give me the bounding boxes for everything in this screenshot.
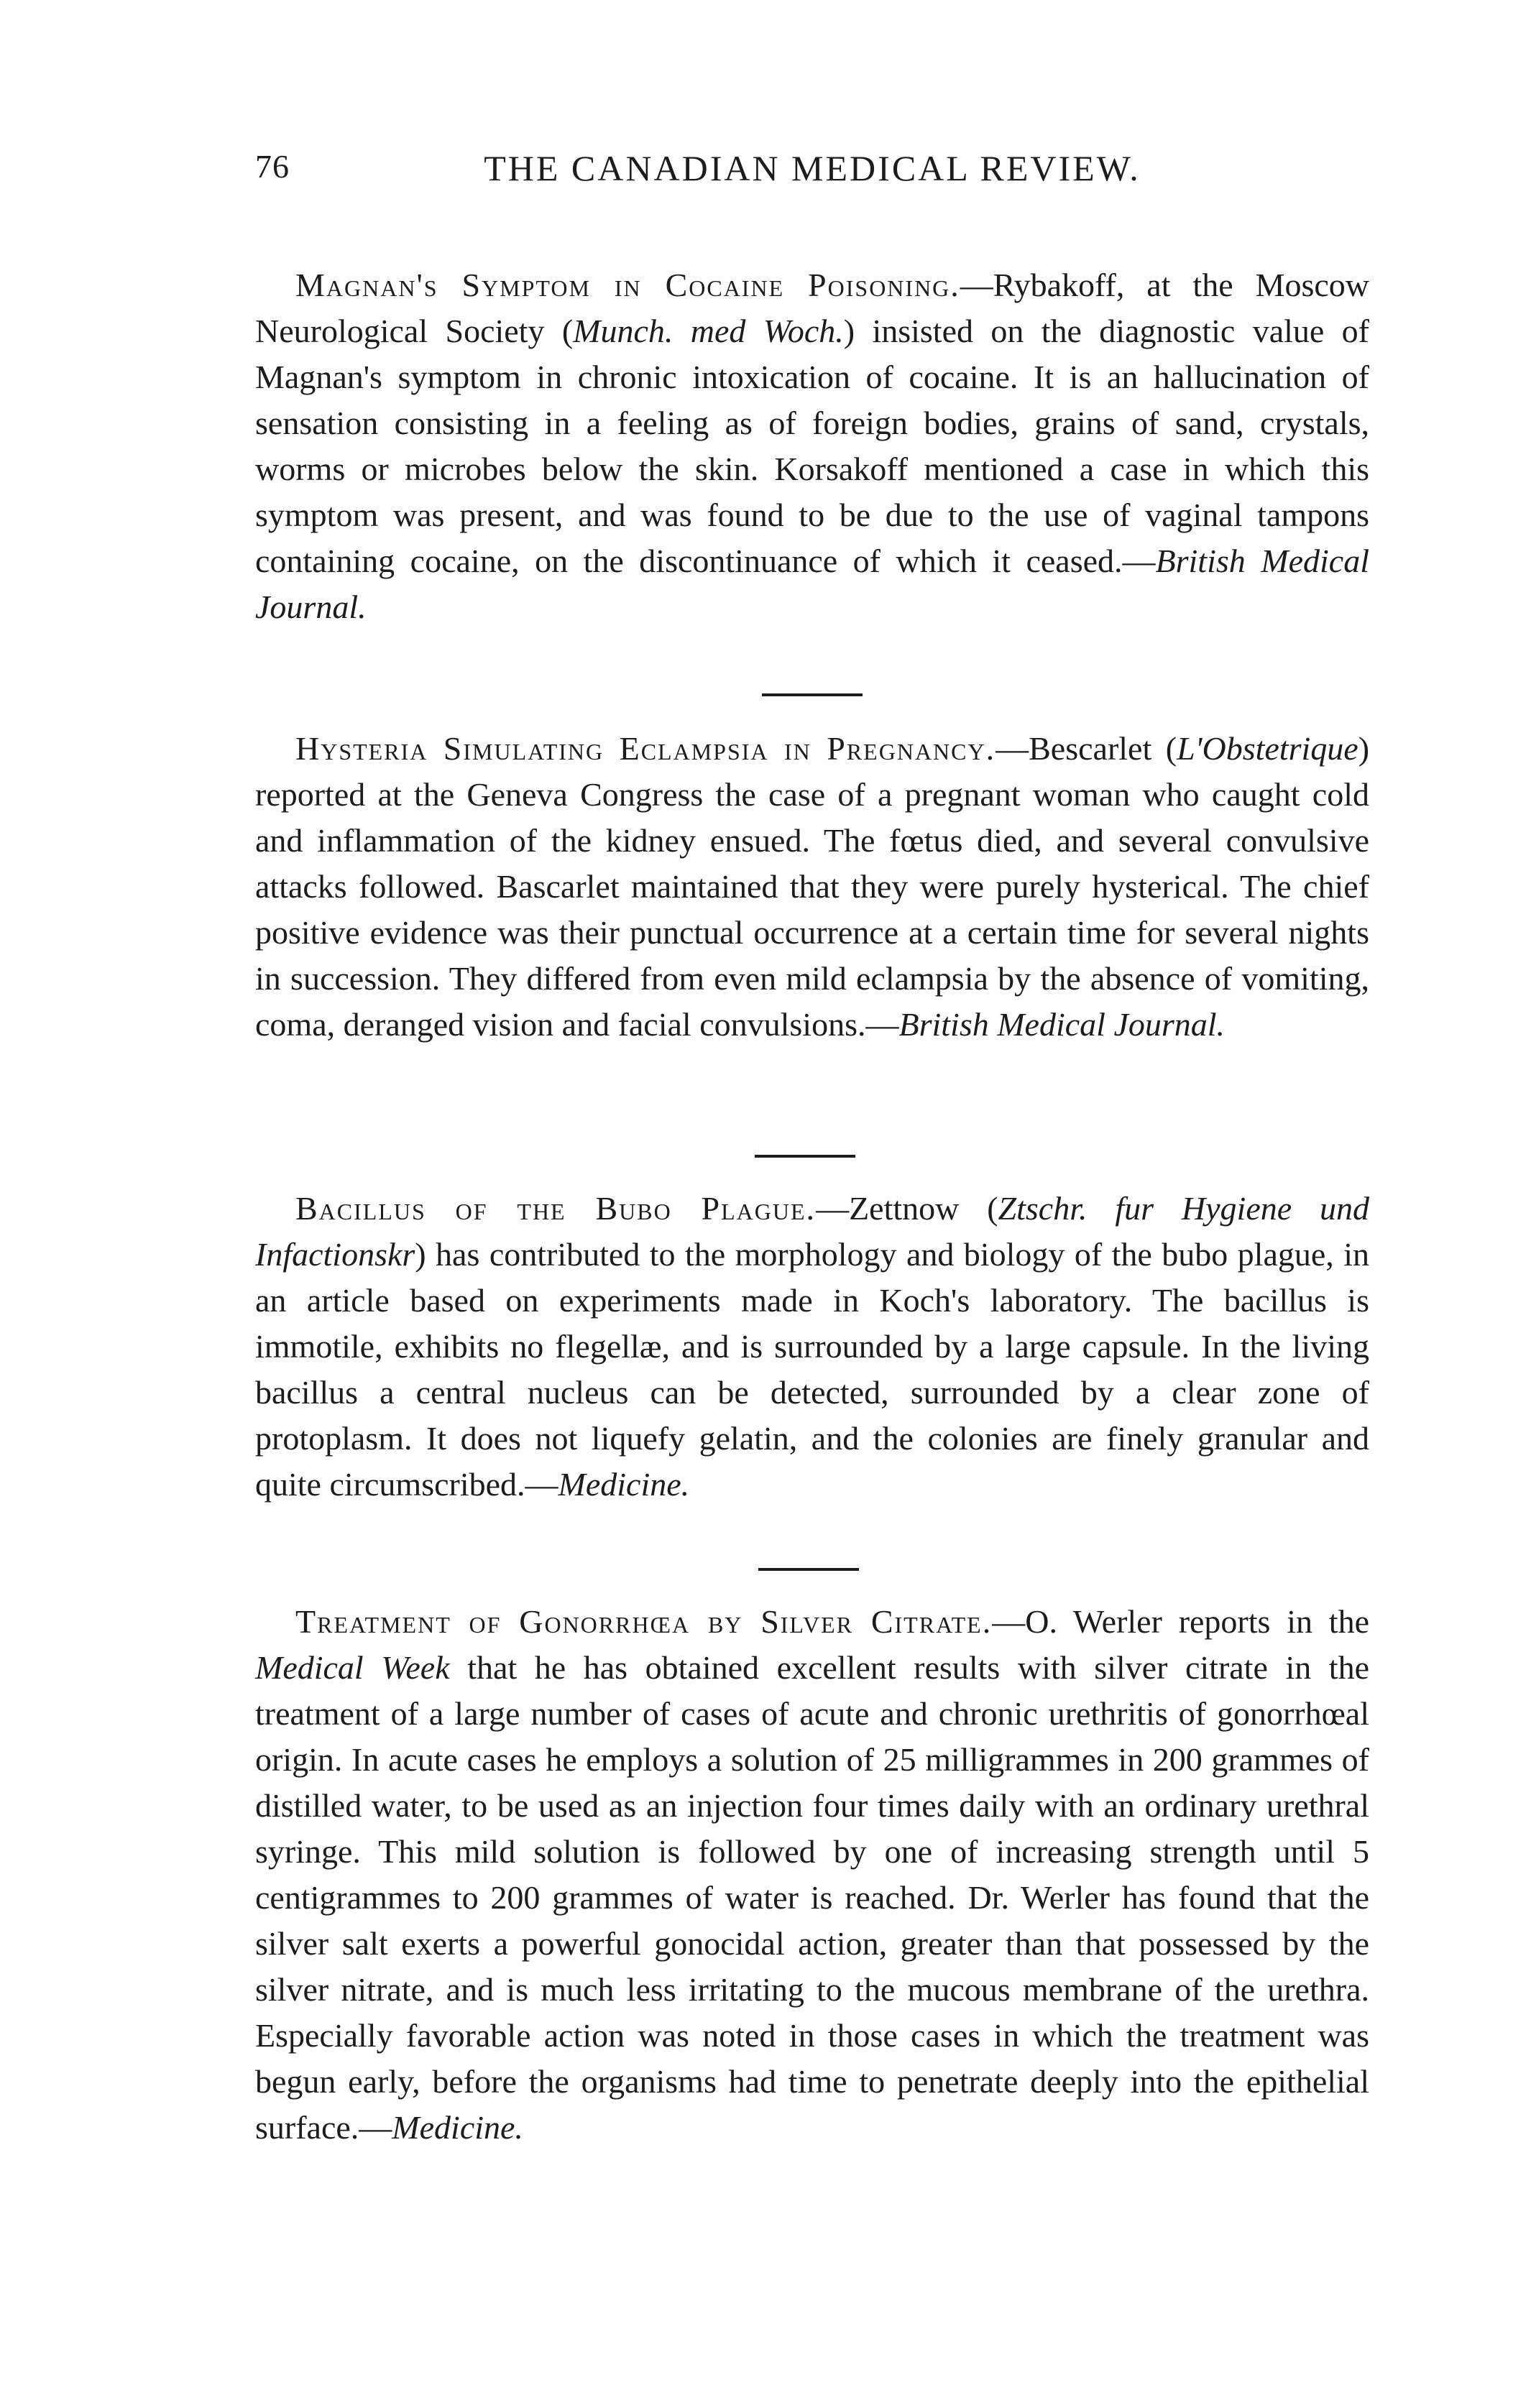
article-heading: Treatment of Gonorrhœa by Silver Citrate.	[295, 1603, 993, 1640]
article-gonorrhoea-treatment	[255, 1599, 1369, 2151]
article-text: ) has contributed to the morphology and biology of the bubo plague, in an article based on experiments made in Koch's laboratory. The bacillus is immotile, exhibits no flegellæ, and is surrounded by a large capsule. In the living bacillus a central nucleus can be detected, surrounded by a clear zone of protoplasm. It does not liquefy gelatin, and the colonies are finely granular and quite circumscribed.—	[255, 1236, 1369, 1503]
page-number: 76	[255, 148, 290, 185]
journal-citation: Ztschr. fur Hygiene und Infactionskr	[255, 1190, 1369, 1273]
page-header	[255, 147, 1369, 205]
section-divider	[758, 1568, 859, 1571]
article-text: —O. Werler reports in the	[992, 1603, 1369, 1640]
article-heading: Bacillus of the Bubo Plague.	[295, 1190, 817, 1227]
article-text: ) reported at the Geneva Congress the case of a pregnant woman who caught cold and inflammation of the kidney ensued. The fœtus died, and several convulsive attacks followed. Bascarlet maintained that they were purely hysterical. The chief positive evidence was their punctual occurrence at a certain time for several nights in succession. They differed from even mild eclampsia by the absence of vomiting, coma, deranged vision and facial convulsions.—	[255, 730, 1370, 1043]
article-text: —Rybakoff, at the Moscow Neurological Society (	[255, 267, 1369, 349]
article-text: ) insisted on the diagnostic value of Magnan's symptom in chronic intoxication of cocaine. It is an hallucination of sensation consisting in a feeling as of foreign bodies, grains of sand, crystals, worms or microbes below the skin. Korsakoff mentioned a case in which this symptom was present, and was found to be due to the use of vaginal tampons containing cocaine, on the discontinuance of which it ceased.—	[255, 313, 1369, 579]
source-citation: Medicine.	[558, 1466, 690, 1503]
source-citation: British Medical Journal.	[255, 543, 1369, 625]
article-text: —Bescarlet (	[996, 730, 1177, 767]
journal-citation: L'Obstetrique	[1177, 730, 1358, 767]
source-citation: British Medical Journal.	[898, 1006, 1226, 1043]
article-heading: Magnan's Symptom in Cocaine Poisoning.	[295, 267, 960, 303]
article-bubo-plague	[255, 1186, 1369, 1508]
journal-citation: Medical Week	[255, 1649, 450, 1686]
running-title: THE CANADIAN MEDICAL REVIEW.	[484, 148, 1141, 188]
article-heading: Hysteria Simulating Eclampsia in Pregnancy.	[295, 730, 996, 767]
source-citation: Medicine.	[392, 2109, 523, 2146]
article-magnan-symptom	[255, 262, 1369, 630]
section-divider	[762, 693, 863, 696]
article-text: —Zettnow (	[816, 1190, 998, 1227]
journal-citation: Munch. med Woch.	[573, 313, 844, 349]
article-hysteria-eclampsia	[255, 726, 1369, 1048]
section-divider	[755, 1155, 855, 1158]
article-text: that he has obtained excellent results with silver citrate in the treatment of a large number of cases of acute and chronic urethritis of gonorrhœal origin. In acute cases he employs a solution of 25 milligrammes in 200 grammes of distilled water, to be used as an injection four times daily with an ordinary urethral syringe. This mild solution is followed by one of increasing strength until 5 centigrammes to 200 grammes of water is reached. Dr. Werler has found that the silver salt exerts a powerful gonocidal action, greater than that possessed by the silver nitrate, and is much less irritating to the mucous membrane of the urethra. Especially favorable action was noted in those cases in which the treatment was begun early, before the organisms had time to penetrate deeply into the epithelial surface.—	[255, 1649, 1369, 2146]
